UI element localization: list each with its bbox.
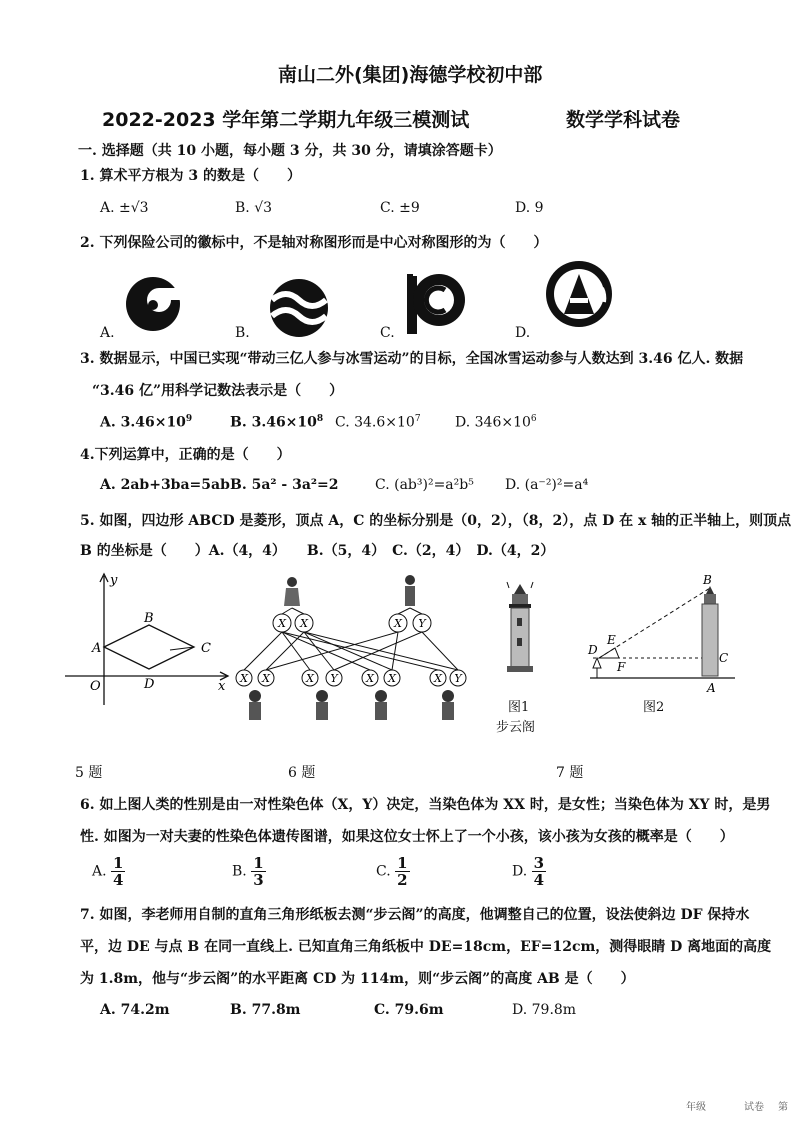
q5-label-o: O (90, 679, 101, 694)
q6-line2: 性. 如图为一对夫妻的性染色体遗传图谱，如果这位女士怀上了一个小孩，该小孩为女孩的概率是（ ） (80, 829, 734, 845)
q7-option-a: A. 74.2m (100, 1002, 170, 1018)
caption-q5: 5 题 (75, 765, 103, 781)
logo-b-icon (268, 278, 330, 338)
q6-option-b: B. $\frac{1}{3}$ (232, 854, 264, 889)
q3-line2: “3.46 亿”用科学记数法表示是（ ） (92, 383, 344, 399)
gene-x: X (306, 672, 314, 685)
section-heading: 一. 选择题（共 10 小题，每小题 3 分，共 30 分，请填涂答题卡） (78, 143, 502, 159)
father-figure (405, 575, 415, 606)
mother-figure (284, 577, 300, 606)
logo-d-icon (544, 258, 614, 330)
q1-option-a: A. ±√3 (100, 200, 149, 216)
q6-option-a: A. $\frac{1}{4}$ (92, 854, 124, 889)
q6-fraction-d: $\frac{3}{4}$ (533, 854, 545, 889)
q5-line2: B 的坐标是（ ）A.（4，4） B.（5，4） C.（2，4） D.（4，2） (80, 543, 555, 559)
q7-option-b: B. 77.8m (230, 1002, 301, 1018)
q7-label-e: E (607, 633, 616, 647)
q7-label-c: C (719, 651, 729, 665)
q7-fig2-label: 图2 (643, 700, 665, 715)
exam-title: 2022-2023 学年第二学期九年级三模测试 (102, 109, 470, 131)
q7-tower-figure (495, 578, 545, 678)
q7-label-d: D (588, 643, 598, 657)
subject-title: 数学学科试卷 (566, 109, 681, 131)
children-figures (249, 690, 454, 720)
q5-label-x: x (218, 679, 226, 694)
gene-x: X (300, 617, 308, 630)
q7-option-c: C. 79.6m (374, 1002, 444, 1018)
q3-option-a: A. $3.46\times 10^9$ (100, 414, 193, 431)
gene-y: Y (330, 672, 338, 685)
q7-line3: 为 1.8m，他与“步云阁”的水平距离 CD 为 114m，则“步云阁”的高度 AB 是（ ） (80, 971, 635, 987)
q5-line1: 5. 如图，四边形 ABCD 是菱形，顶点 A，C 的坐标分别是（0，2），（8，2），点 D 在 x 轴的正半轴上，则顶点 (80, 513, 792, 529)
q2-label-a: A. (100, 325, 115, 341)
q5-label-b: B (144, 611, 154, 626)
q7-fig1-label: 图1 (508, 700, 530, 715)
q7-label-a: A (707, 681, 716, 694)
q7-line2: 平，边 DE 与点 B 在同一直线上. 已知直角三角纸板中 DE=18cm，EF=12cm，测得眼睛 D 离地面的高度 (80, 939, 772, 955)
q1-stem: 1. 算术平方根为 3 的数是（ ） (80, 168, 301, 184)
q4-option-a: A. 2ab+3ba=5ab (100, 477, 230, 493)
q6-option-d: D. $\frac{3}{4}$ (512, 854, 545, 889)
q2-label-d: D. (515, 325, 531, 341)
q3-option-c: C. $34.6\times 10^7$ (335, 414, 421, 431)
q6-inheritance-figure (230, 572, 475, 727)
footer-page: 第 (778, 1102, 788, 1113)
q2-label-c: C. (380, 325, 395, 341)
q4-stem: 4.下列运算中，正确的是（ ） (80, 447, 291, 463)
gene-x: X (434, 672, 442, 685)
footer-grade: 年级 (686, 1102, 706, 1113)
gene-x: X (278, 617, 286, 630)
gene-x: X (240, 672, 248, 685)
q1-option-c: C. ±9 (380, 200, 420, 216)
q4-option-d: D. (a⁻²)²=a⁴ (505, 477, 589, 493)
gene-x: X (262, 672, 270, 685)
q7-label-b: B (703, 573, 712, 587)
q2-stem: 2. 下列保险公司的徽标中，不是轴对称图形而是中心对称图形的为（ ） (80, 235, 548, 251)
q3-option-b: B. $3.46\times 10^8$ (230, 414, 324, 431)
q7-measure-figure (585, 572, 745, 694)
caption-q6: 6 题 (288, 765, 316, 781)
gene-y: Y (454, 672, 462, 685)
gene-y: Y (418, 617, 426, 630)
q5-label-y: y (110, 573, 118, 588)
q2-label-b: B. (235, 325, 250, 341)
logo-a-icon (125, 272, 183, 332)
q6-option-c: C. $\frac{1}{2}$ (376, 854, 408, 889)
logo-c-icon (405, 270, 467, 336)
q6-fraction-b: $\frac{1}{3}$ (253, 854, 264, 889)
q7-line1: 7. 如图，李老师用自制的直角三角形纸板去测“步云阁”的高度，他调整自己的位置，设法使斜边 DF 保持水 (80, 907, 750, 923)
q7-option-d: D. 79.8m (512, 1002, 577, 1018)
q7-fig2-tower (702, 586, 718, 676)
q4-option-b: B. 5a² - 3a²=2 (230, 477, 339, 493)
footer-paper: 试卷 (744, 1102, 764, 1113)
gene-x: X (366, 672, 374, 685)
q1-option-d: D. 9 (515, 200, 544, 216)
q3-line1: 3. 数据显示，中国已实现“带动三亿人参与冰雪运动”的目标，全国冰雪运动参与人数达到 3.46 亿人. 数据 (80, 351, 744, 367)
q6-fraction-c: $\frac{1}{2}$ (397, 854, 408, 889)
q5-label-c: C (201, 641, 211, 656)
q7-label-f: F (617, 660, 626, 674)
q5-label-a: A (92, 641, 102, 656)
school-title: 南山二外(集团)海德学校初中部 (278, 64, 543, 86)
caption-q7: 7 题 (556, 765, 584, 781)
q5-label-d: D (144, 677, 155, 692)
q3-option-d: D. $346\times 10^6$ (455, 414, 537, 431)
q1-option-b: B. √3 (235, 200, 273, 216)
gene-x: X (394, 617, 402, 630)
gene-x: X (388, 672, 396, 685)
q4-option-c: C. (ab³)²=a²b⁵ (375, 477, 474, 493)
q7-fig1-name: 步云阁 (496, 720, 536, 735)
q6-fraction-a: $\frac{1}{4}$ (113, 854, 124, 889)
q6-line1: 6. 如上图人类的性别是由一对性染色体（X，Y）决定，当染色体为 XX 时，是女性；当染色体为 XY 时，是男 (80, 797, 771, 813)
q5-rhombus-figure (60, 570, 235, 710)
